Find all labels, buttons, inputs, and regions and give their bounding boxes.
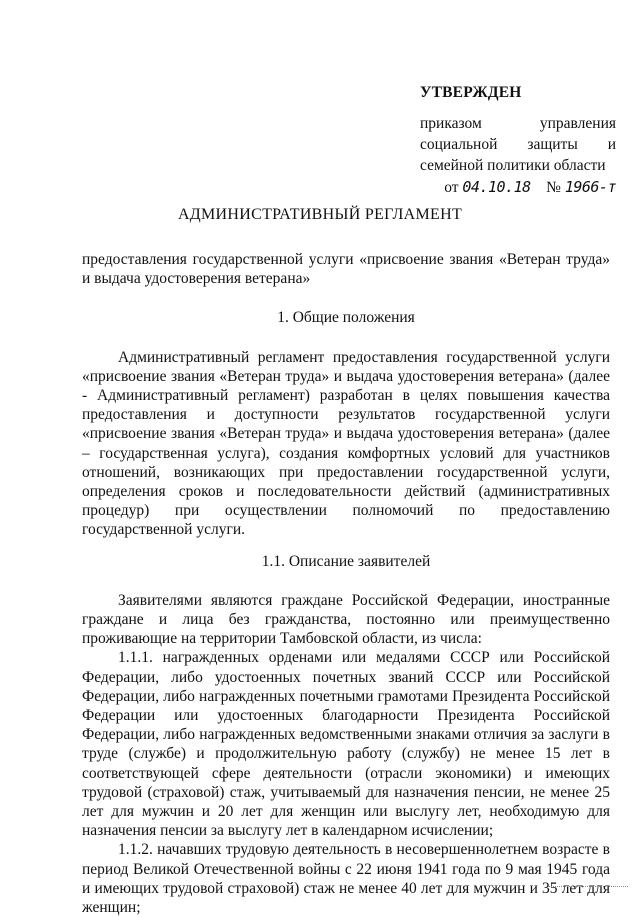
document-title: АДМИНИСТРАТИВНЫЙ РЕГЛАМЕНТ xyxy=(177,206,463,223)
approval-heading: УТВЕРЖДЕН xyxy=(420,84,522,101)
approval-date-line xyxy=(420,177,616,198)
approval-block xyxy=(420,82,616,198)
approval-line-2: социальной защиты и xyxy=(420,136,616,153)
document-subtitle: предоставления государственной услуги «присвоение звания «Ветеран труда» и выдача удостоверения ветерана» xyxy=(82,251,610,288)
handwritten-date: 04.10.18 xyxy=(462,178,531,196)
section-1-paragraph: Административный регламент предоставления государственной услуги «присвоение звания «Ветеран труда» и выдача удостоверения ветерана» (далее - Административный регламент) разработан в целях повышения качества предоставления и доступности результатов государственной услуги «присвоение звания «Ветеран труда» и выдача удостоверения ветерана» (далее – государственная услуга), создания комфортных условий для участников отношений, возникающих при предоставлении государственной услуги, определения сроков и последовательности действий (административных процедур) при осуществлении полномочий по предоставлению государственной услуги. xyxy=(82,348,610,539)
date-prefix: от xyxy=(444,179,459,196)
section-1-heading: 1. Общие положения xyxy=(277,309,415,327)
applicants-intro: Заявителями являются граждане Российской Федерации, иностранные граждане и лица без гражданства, постоянно или преимущественно проживающие на территории Тамбовской области, из числа: xyxy=(82,591,610,648)
number-prefix: № xyxy=(546,179,561,196)
applicants-item-2: 1.1.2. начавших трудовую деятельность в несовершеннолетнем возрасте в период Великой Отечественной войны с 22 июня 1941 года по 9 мая 1945 года и имеющих трудовой страховой) стаж не менее 40 лет для мужчин и 35 лет для женщин; xyxy=(82,841,610,917)
handwritten-number: 1966-т xyxy=(564,178,616,196)
applicants-item-1: 1.1.1. награжденных орденами или медалями СССР или Российской Федерации, либо удостоенных почетных званий СССР или Российской Федерации, либо награжденных почетными грамотами Президента Российской Федерации или удостоенных благодарности Президента Российской Федерации, либо награжденных ведомственными знаками отличия за заслуги в труде (службе) и продолжительную работу (службу) не менее 15 лет в соответствующей сфере деятельности (отрасли экономики) и имеющих трудовой (страховой) стаж, учитываемый для назначения пенсии, не менее 25 лет для мужчин и 20 лет для женщин или выслугу лет, необходимую для назначения пенсии за выслугу лет в календарном исчислении; xyxy=(82,649,610,840)
document-body xyxy=(82,250,610,917)
section-1-1-heading: 1.1. Описание заявителей xyxy=(261,552,431,570)
approval-line-3: семейной политики области xyxy=(420,157,606,174)
footer-rule xyxy=(548,886,628,887)
approval-line-1: приказом управления xyxy=(420,115,616,132)
